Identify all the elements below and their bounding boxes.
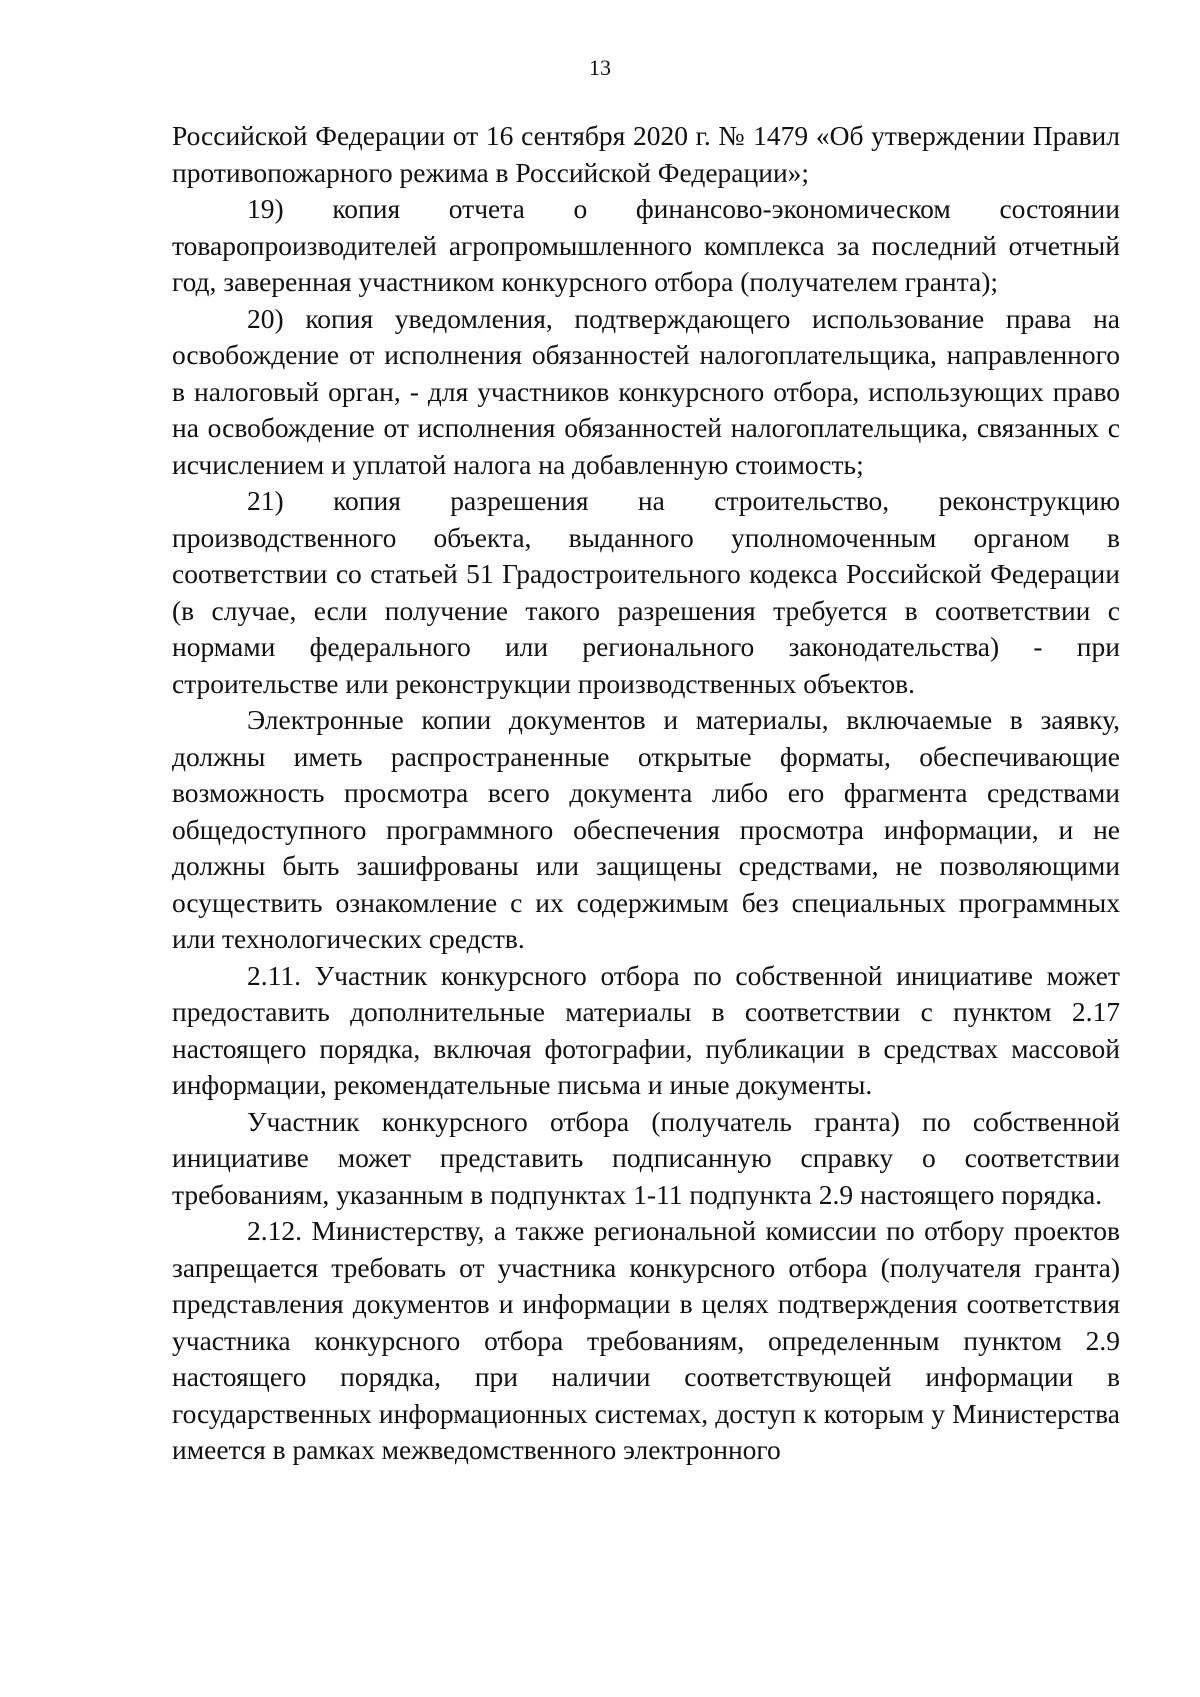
paragraph-item-20: 20) копия уведомления, подтверждающего использование права на освобождение от исполнения обязанностей налогоплательщика, направленного в налоговый орган, - для участников конкурсного отбора, использующих право на освобождение от исполнения обязанностей налогоплательщика, связанных с исчислением и уплатой налога на добавленную стоимость;: [172, 302, 1120, 480]
page-number: 13: [589, 55, 611, 80]
paragraph-2-12: 2.12. Министерству, а также региональной комиссии по отбору проектов запрещается требовать от участника конкурсного отбора (получателя гранта) представления документов и информации в целях подтверждения соответствия участника конкурсного отбора требованиям, определенным пунктом 2.9 настоящего порядка, при наличии соответствующей информации в государственных информационных системах, доступ к которым у Министерства имеется в рамках межведомственного электронного: [172, 1215, 1120, 1465]
document-body: [172, 118, 1120, 1469]
paragraph-electronic-copies: Электронные копии документов и материалы, включаемые в заявку, должны иметь распространенные открытые форматы, обеспечивающие возможность просмотра всего документа либо его фрагмента средствами общедоступного программного обеспечения просмотра информации, и не должны быть зашифрованы или защищены средствами, не позволяющими осуществить ознакомление с их содержимым без специальных программных или технологических средств.: [172, 704, 1120, 954]
paragraph-item-19: 19) копия отчета о финансово-экономическом состоянии товаропроизводителей агропромышленного комплекса за последний отчетный год, заверенная участником конкурсного отбора (получателем гранта);: [172, 193, 1120, 297]
paragraph-continuation: Российской Федерации от 16 сентября 2020 г. № 1479 «Об утверждении Правил противопожарного режима в Российской Федерации»;: [172, 120, 1120, 188]
paragraph-participant-certificate: Участник конкурсного отбора (получатель гранта) по собственной инициативе может представить подписанную справку о соответствии требованиям, указанным в подпунктах 1-11 подпункта 2.9 настоящего порядка.: [172, 1105, 1120, 1210]
paragraph-2-11: 2.11. Участник конкурсного отбора по собственной инициативе может предоставить дополнительные материалы в соответствии с пунктом 2.17 настоящего порядка, включая фотографии, публикации в средствах массовой информации, рекомендательные письма и иные документы.: [172, 959, 1120, 1100]
paragraph-item-21: 21) копия разрешения на строительство, реконструкцию производственного объекта, выданного уполномоченным органом в соответствии со статьей 51 Градостроительного кодекса Российской Федерации (в случае, если получение такого разрешения требуется в соответствии с нормами федерального или регионального законодательства) - при строительстве или реконструкции производственных объектов.: [172, 485, 1120, 699]
